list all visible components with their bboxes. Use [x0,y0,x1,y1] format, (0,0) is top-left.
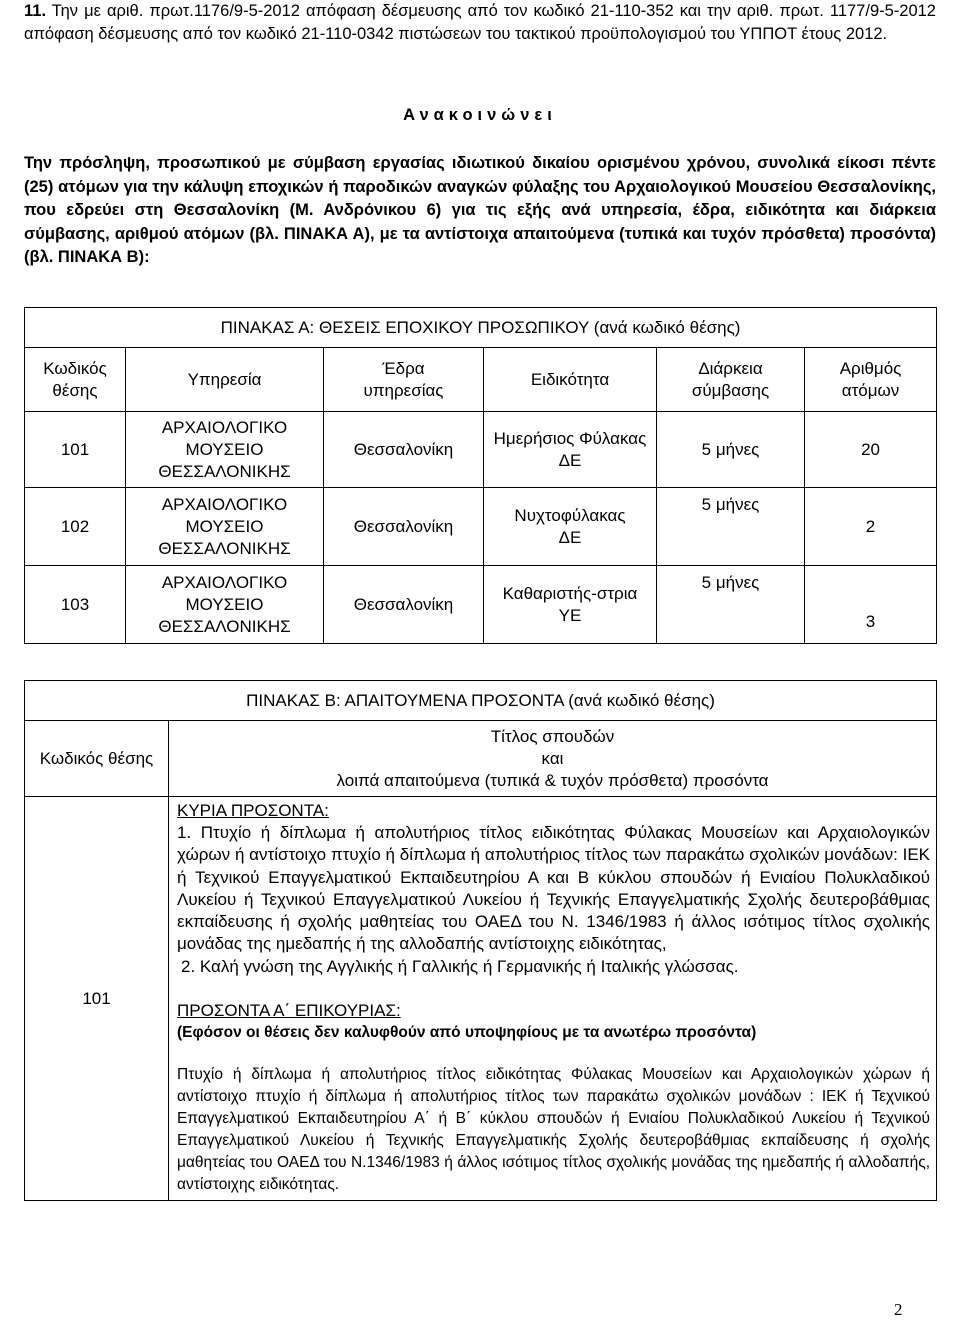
cell-code: 102 [25,488,126,566]
cell-duration: 5 μήνες [657,488,805,566]
auxiliary-qualifications-heading: ΠΡΟΣΟΝΤΑ Α΄ ΕΠΙΚΟΥΡΙΑΣ: [177,1001,401,1021]
cell-specialty: Νυχτοφύλακας ΔΕ [484,488,657,566]
cell-count: 3 [805,566,937,644]
header-service: Υπηρεσία [126,348,324,412]
page-number: 2 [894,1300,903,1319]
cell-code: 101 [25,412,126,488]
announcement-body: Την πρόσληψη, προσωπικού με σύμβαση εργασίας ιδιωτικού δικαίου ορισμένου χρόνου, συνολικά είκοσι πέντε (25) ατόμων για την κάλυψη εποχικών ή παροδικών αναγκών φύλαξης του Αρχαιολογικού Μουσείου Θεσσαλονίκης, που εδρεύει στη Θεσσαλονίκη (Μ. Ανδρόνικου 6) για τις εξής ανά υπηρεσία, έδρα, ειδικότητα και διάρκεια σύμβασης, αριθμού ατόμων (βλ. ΠΙΝΑΚΑ Α), με τα αντίστοιχα απαιτούμενα (τυπικά και τυχόν πρόσθετα) προσόντα) (βλ. ΠΙΝΑΚΑ Β): [24,154,936,266]
auxiliary-note: (Εφόσον οι θέσεις δεν καλυφθούν από υποψηφίους με τα ανωτέρω προσόντα) [177,1024,757,1042]
header-count: Αριθμός ατόμων [805,348,937,412]
item-text: Την με αριθ. πρωτ.1176/9-5-2012 απόφαση δέσμευσης από τον κωδικό 21-110-352 και την αριθ. πρωτ. 1177/9-5-2012 απόφαση δέσμευσης από τον κωδικό 21-110-0342 πιστώσεων του τακτικού προϋπολογισμού του ΥΠΠΟΤ έτους 2012. [24,2,936,43]
table-a-header-row [25,348,937,412]
header-seat: Έδρα υπηρεσίας [324,348,484,412]
cell-code: 101 [25,797,169,1201]
main-qualification-2: 2. Καλή γνώση της Αγγλικής ή Γαλλικής ή Γερμανικής ή Ιταλικής γλώσσας. [181,956,739,976]
cell-duration: 5 μήνες [657,412,805,488]
cell-service: ΑΡΧΑΙΟΛΟΓΙΚΟ ΜΟΥΣΕΙΟ ΘΕΣΣΑΛΟΝΙΚΗΣ [126,566,324,644]
header-specialty: Ειδικότητα [484,348,657,412]
table-a-title: ΠΙΝΑΚΑΣ Α: ΘΕΣΕΙΣ ΕΠΟΧΙΚΟΥ ΠΡΟΣΩΠΙΚΟΥ (ανά κωδικό θέσης) [25,308,937,348]
cell-service: ΑΡΧΑΙΟΛΟΓΙΚΟ ΜΟΥΣΕΙΟ ΘΕΣΣΑΛΟΝΙΚΗΣ [126,412,324,488]
table-b-title: ΠΙΝΑΚΑΣ Β: ΑΠΑΙΤΟΥΜΕΝΑ ΠΡΟΣΟΝΤΑ (ανά κωδικό θέσης) [25,681,937,721]
table-row [25,566,937,644]
table-b [24,680,937,1201]
table-row [25,488,937,566]
cell-seat: Θεσσαλονίκη [324,566,484,644]
main-qualification-1: 1. Πτυχίο ή δίπλωμα ή απολυτήριος τίτλος ειδικότητας Φύλακας Μουσείων και Αρχαιολογικών χώρων ή αντίστοιχο πτυχίο ή δίπλωμα ή απολυτήριος τίτλος των παρακάτω σχολικών μονάδων: ΙΕΚ ή Τεχνικού Επαγγελματικού Εκπαιδευτηρίου Α και Β κύκλου σπουδών ή Ενιαίου Πολυκλαδικού Λυκείου ή Τεχνικού Επαγγελματικού Λυκείου ή Τεχνικής Επαγγελματικής Σχολής δευτεροβάθμιας εκπαίδευσης ή σχολής μαθητείας του ΟΑΕΔ του Ν. 1346/1983 ή άλλος ισότιμος τίτλος σχολικής μονάδας της ημεδαπής ή της αλλοδαπής αντίστοιχης ειδικότητας, [177,823,931,954]
header-qualifications: Τίτλος σπουδών και λοιπά απαιτούμενα (τυπικά & τυχόν πρόσθετα) προσόντα [169,721,937,797]
cell-specialty: Καθαριστής-στρια ΥΕ [484,566,657,644]
table-row [25,797,937,1201]
cell-service: ΑΡΧΑΙΟΛΟΓΙΚΟ ΜΟΥΣΕΙΟ ΘΕΣΣΑΛΟΝΙΚΗΣ [126,488,324,566]
announcement-title: Ανακοινώνει [403,106,557,124]
cell-count: 20 [805,412,937,488]
cell-qualifications [169,797,937,1201]
cell-duration: 5 μήνες [657,566,805,644]
header-code: Κωδικός θέσης [25,721,169,797]
cell-seat: Θεσσαλονίκη [324,488,484,566]
auxiliary-qualification-text: Πτυχίο ή δίπλωμα ή απολυτήριος τίτλος ειδικότητας Φύλακας Μουσείων και Αρχαιολογικών χώρων ή αντίστοιχο πτυχίο ή δίπλωμα ή απολυτήριος τίτλος των παρακάτω σχολικών μονάδων : ΙΕΚ ή Τεχνικού Επαγγελματικού Εκπαιδευτηρίου Α΄ ή Β΄ κύκλου σπουδών ή Ενιαίου Πολυκλαδικού Λυκείου ή Τεχνικού Επαγγελματικού Λυκείου ή Τεχνικής Επαγγελματικής Σχολής δευτεροβάθμιας εκπαίδευσης ή σχολής μαθητείας του ΟΑΕΔ του Ν.1346/1983 ή άλλος ισότιμος τίτλος σχολικής μονάδας της ημεδαπής ή αλλοδαπής, αντίστοιχης ειδικότητας. [177,1066,931,1194]
header-code: Κωδικός θέσης [25,348,126,412]
cell-specialty: Ημερήσιος Φύλακας ΔΕ [484,412,657,488]
table-row [25,412,937,488]
table-a [24,307,937,644]
cell-count: 2 [805,488,937,566]
cell-code: 103 [25,566,126,644]
item-number: 11. [24,2,47,20]
header-duration: Διάρκεια σύμβασης [657,348,805,412]
paragraph-item-11 [24,0,936,45]
table-b-header-row [25,721,937,797]
main-qualifications-heading: ΚΥΡΙΑ ΠΡΟΣΟΝΤΑ: [177,801,329,820]
cell-seat: Θεσσαλονίκη [324,412,484,488]
